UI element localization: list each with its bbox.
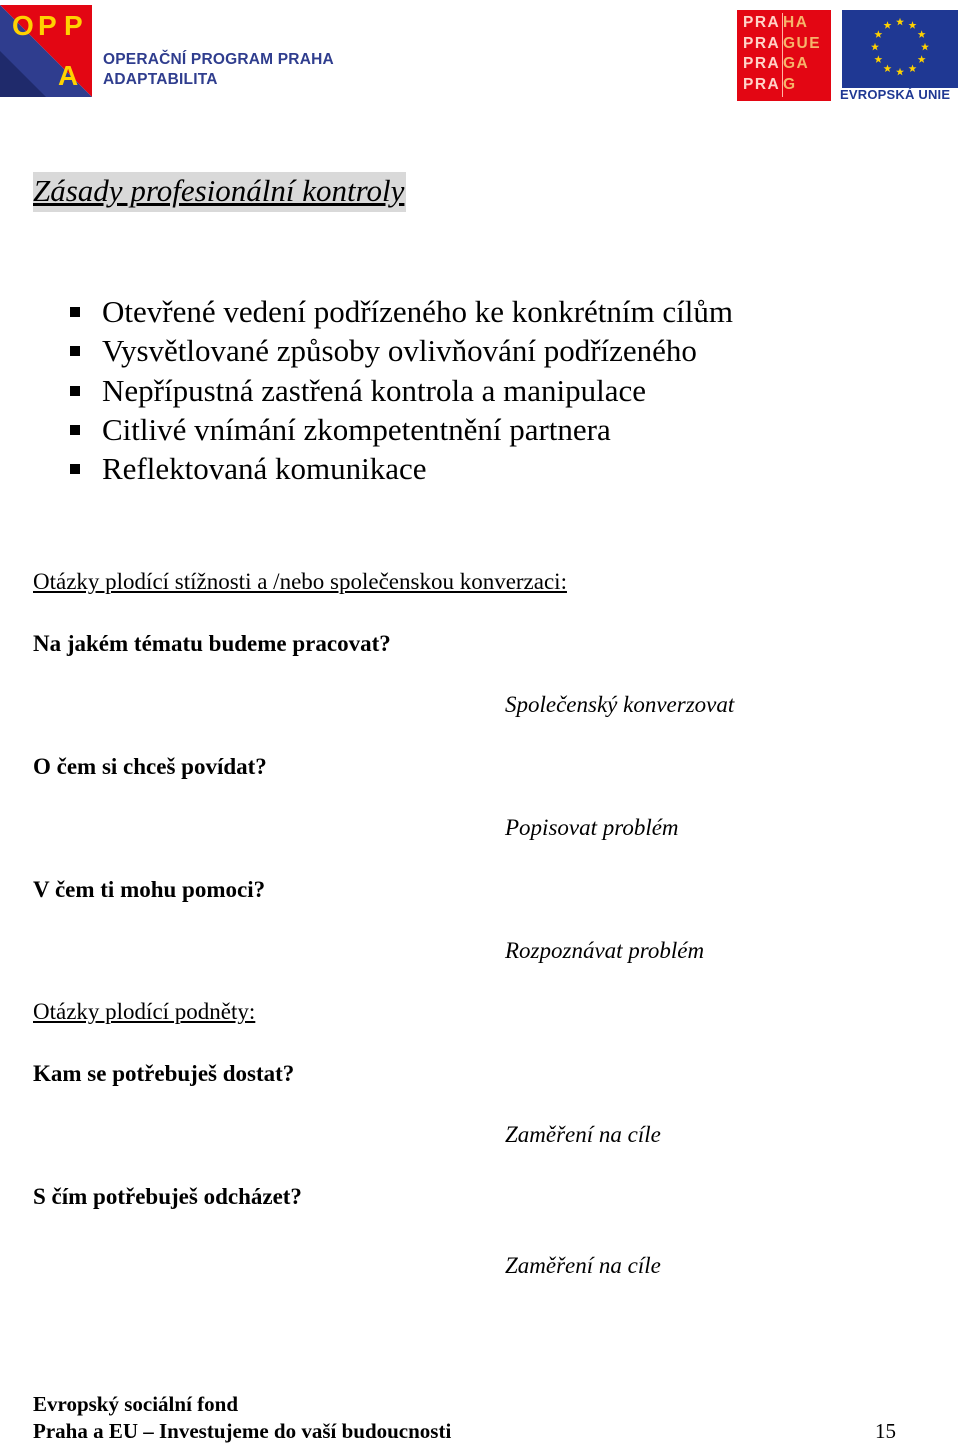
square-bullet-icon xyxy=(70,307,80,317)
eu-label: EVROPSKÁ UNIE xyxy=(840,87,951,102)
opp-program-name xyxy=(103,50,334,90)
footer-slogan: Praha a EU – Investujeme do vaší budoucnosti xyxy=(33,1419,452,1443)
question: Kam se potřebuješ dostat? xyxy=(33,1061,295,1086)
praha-cell: G xyxy=(783,75,797,93)
section-heading: Otázky plodící stížnosti a /nebo společenskou konverzaci: xyxy=(33,569,567,594)
praha-logo-text xyxy=(743,13,823,95)
list-item xyxy=(68,449,733,488)
opp-letter-p1: P xyxy=(38,10,57,41)
list-item-text: Reflektovaná komunikace xyxy=(102,451,427,487)
list-item xyxy=(68,292,733,331)
eu-flag-icon xyxy=(842,10,958,88)
question: V čem ti mohu pomoci? xyxy=(33,877,266,902)
principles-list xyxy=(68,292,733,488)
answer: Popisovat problém xyxy=(505,815,679,840)
list-item-text: Otevřené vedení podřízeného ke konkrétním cílům xyxy=(102,294,733,329)
opp-program-line-1: OPERAČNÍ PROGRAM PRAHA xyxy=(103,51,334,68)
list-item xyxy=(68,410,733,449)
question: S čím potřebuješ odcházet? xyxy=(33,1184,302,1209)
question: Na jakém tématu budeme pracovat? xyxy=(33,631,391,656)
page-title: Zásady profesionální kontroly xyxy=(33,172,406,212)
praha-cell: PRA xyxy=(743,75,781,93)
list-item xyxy=(68,371,733,410)
opp-letter-o: O xyxy=(12,10,34,41)
list-item-text: Nepřípustná zastřená kontrola a manipulace xyxy=(102,372,646,408)
list-item-text: Vysvětlované způsoby ovlivňování podřízeného xyxy=(102,333,697,369)
opp-logo xyxy=(0,5,92,97)
praha-cell: PRA xyxy=(743,34,781,52)
page-number: 15 xyxy=(875,1419,896,1443)
answer: Zaměření na cíle xyxy=(505,1122,661,1147)
opp-letter-p2: P xyxy=(64,10,83,41)
list-item-text: Citlivé vnímání zkompetentnění partnera xyxy=(102,411,611,447)
praha-cell: HA xyxy=(783,14,809,31)
praha-logo xyxy=(737,10,831,101)
praha-cell: PRA xyxy=(743,55,781,72)
square-bullet-icon xyxy=(70,464,80,474)
praha-cell: GA xyxy=(783,55,810,72)
question: O čem si chceš povídat? xyxy=(33,754,267,779)
footer-fund-name: Evropský sociální fond xyxy=(33,1392,239,1416)
square-bullet-icon xyxy=(70,386,80,396)
square-bullet-icon xyxy=(70,425,80,435)
praha-cell: PRA xyxy=(743,14,781,31)
opp-program-line-2: ADAPTABILITA xyxy=(103,71,218,88)
section-heading: Otázky plodící podněty: xyxy=(33,999,256,1024)
list-item xyxy=(68,331,733,370)
answer: Rozpoznávat problém xyxy=(505,938,705,963)
praha-cell: GUE xyxy=(783,34,822,52)
square-bullet-icon xyxy=(70,346,80,356)
answer: Společenský konverzovat xyxy=(505,692,735,717)
opp-letter-a: A xyxy=(58,60,79,91)
answer: Zaměření na cíle xyxy=(505,1253,661,1278)
